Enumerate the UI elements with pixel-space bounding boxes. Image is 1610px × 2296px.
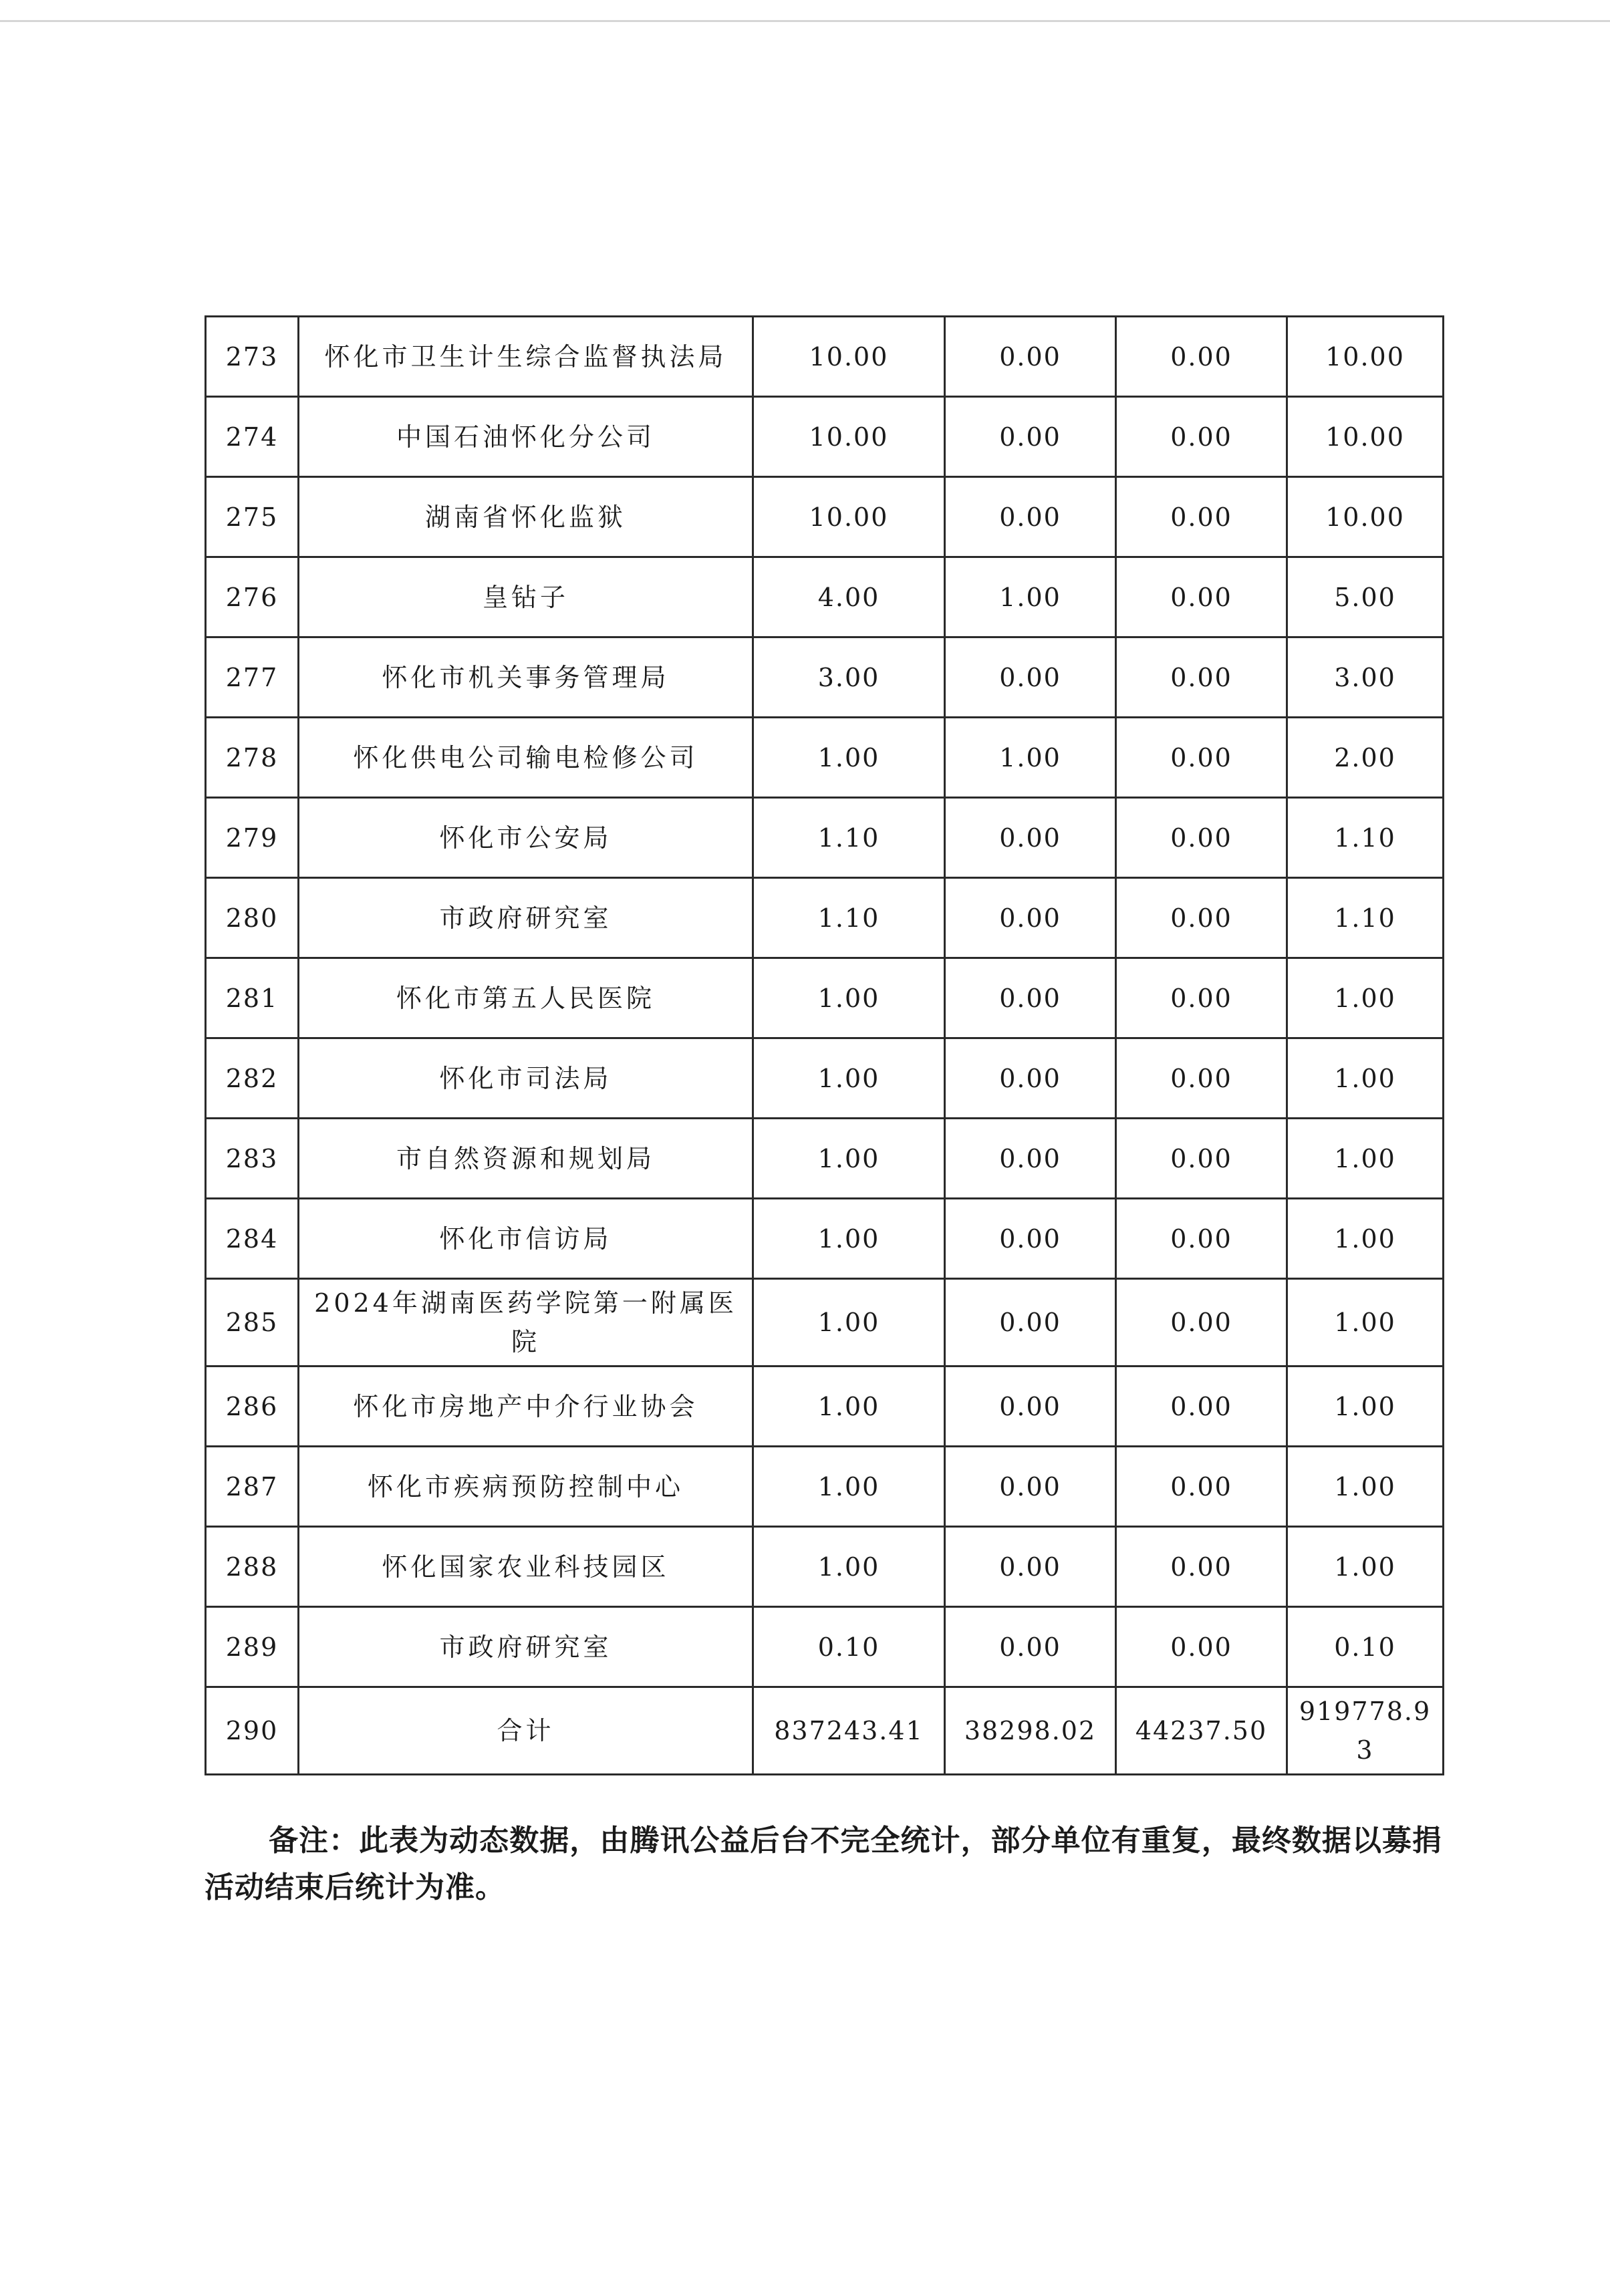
amount-2: 0.00 <box>945 1038 1116 1119</box>
amount-1: 1.10 <box>753 878 945 958</box>
table-row <box>206 1038 1444 1119</box>
amount-1: 10.00 <box>753 397 945 477</box>
row-index: 289 <box>206 1607 299 1687</box>
row-index: 285 <box>206 1279 299 1367</box>
row-index: 274 <box>206 397 299 477</box>
amount-2: 0.00 <box>945 1527 1116 1607</box>
amount-total: 10.00 <box>1287 317 1444 397</box>
amount-3: 0.00 <box>1116 1607 1287 1687</box>
unit-name: 怀化市机关事务管理局 <box>299 637 753 718</box>
amount-3: 0.00 <box>1116 397 1287 477</box>
table-row <box>206 798 1444 878</box>
unit-name: 皇钻子 <box>299 557 753 637</box>
row-index: 275 <box>206 477 299 557</box>
table-row <box>206 1527 1444 1607</box>
amount-3: 0.00 <box>1116 1199 1287 1279</box>
total-amount-1: 837243.41 <box>753 1687 945 1775</box>
amount-total: 1.00 <box>1287 1199 1444 1279</box>
amount-1: 1.00 <box>753 1367 945 1447</box>
amount-total: 1.10 <box>1287 798 1444 878</box>
amount-2: 0.00 <box>945 958 1116 1038</box>
amount-3: 0.00 <box>1116 1279 1287 1367</box>
unit-name: 中国石油怀化分公司 <box>299 397 753 477</box>
row-index: 283 <box>206 1119 299 1199</box>
amount-total: 1.00 <box>1287 1527 1444 1607</box>
amount-1: 1.00 <box>753 1527 945 1607</box>
amount-1: 1.00 <box>753 958 945 1038</box>
amount-3: 0.00 <box>1116 718 1287 798</box>
unit-name: 市政府研究室 <box>299 878 753 958</box>
amount-total: 10.00 <box>1287 477 1444 557</box>
unit-name: 2024年湖南医药学院第一附属医院 <box>299 1279 753 1367</box>
table-row <box>206 1279 1444 1367</box>
table-row <box>206 1199 1444 1279</box>
amount-total: 1.00 <box>1287 958 1444 1038</box>
amount-total: 1.00 <box>1287 1279 1444 1367</box>
amount-1: 1.00 <box>753 1119 945 1199</box>
amount-3: 0.00 <box>1116 317 1287 397</box>
row-index: 290 <box>206 1687 299 1775</box>
table-row <box>206 477 1444 557</box>
row-index: 284 <box>206 1199 299 1279</box>
row-index: 286 <box>206 1367 299 1447</box>
unit-name: 怀化市信访局 <box>299 1199 753 1279</box>
table-row <box>206 1447 1444 1527</box>
amount-3: 0.00 <box>1116 1038 1287 1119</box>
amount-1: 4.00 <box>753 557 945 637</box>
amount-1: 1.00 <box>753 1199 945 1279</box>
row-index: 281 <box>206 958 299 1038</box>
amount-1: 1.10 <box>753 798 945 878</box>
unit-name: 怀化市公安局 <box>299 798 753 878</box>
grand-total: 919778.93 <box>1287 1687 1444 1775</box>
unit-name: 怀化市第五人民医院 <box>299 958 753 1038</box>
table-row <box>206 317 1444 397</box>
total-amount-2: 38298.02 <box>945 1687 1116 1775</box>
amount-total: 1.00 <box>1287 1367 1444 1447</box>
unit-name: 怀化市房地产中介行业协会 <box>299 1367 753 1447</box>
row-index: 277 <box>206 637 299 718</box>
amount-3: 0.00 <box>1116 878 1287 958</box>
table-row <box>206 718 1444 798</box>
amount-1: 1.00 <box>753 1447 945 1527</box>
table-row <box>206 1687 1444 1775</box>
unit-name: 市自然资源和规划局 <box>299 1119 753 1199</box>
table-row <box>206 1367 1444 1447</box>
amount-total: 1.00 <box>1287 1447 1444 1527</box>
table-row <box>206 637 1444 718</box>
table-row <box>206 557 1444 637</box>
table-row <box>206 958 1444 1038</box>
amount-total: 1.00 <box>1287 1119 1444 1199</box>
amount-3: 0.00 <box>1116 1119 1287 1199</box>
amount-2: 0.00 <box>945 878 1116 958</box>
amount-total: 3.00 <box>1287 637 1444 718</box>
row-index: 288 <box>206 1527 299 1607</box>
amount-1: 1.00 <box>753 1038 945 1119</box>
table-row <box>206 878 1444 958</box>
row-index: 287 <box>206 1447 299 1527</box>
amount-3: 0.00 <box>1116 477 1287 557</box>
amount-3: 0.00 <box>1116 637 1287 718</box>
amount-2: 0.00 <box>945 317 1116 397</box>
total-amount-3: 44237.50 <box>1116 1687 1287 1775</box>
amount-3: 0.00 <box>1116 1367 1287 1447</box>
amount-3: 0.00 <box>1116 798 1287 878</box>
amount-3: 0.00 <box>1116 557 1287 637</box>
amount-2: 0.00 <box>945 1607 1116 1687</box>
unit-name: 怀化市卫生计生综合监督执法局 <box>299 317 753 397</box>
unit-name: 怀化市司法局 <box>299 1038 753 1119</box>
amount-2: 1.00 <box>945 718 1116 798</box>
amount-2: 0.00 <box>945 397 1116 477</box>
table-row <box>206 397 1444 477</box>
row-index: 279 <box>206 798 299 878</box>
amount-2: 0.00 <box>945 798 1116 878</box>
amount-2: 0.00 <box>945 1199 1116 1279</box>
row-index: 278 <box>206 718 299 798</box>
amount-1: 10.00 <box>753 317 945 397</box>
amount-3: 0.00 <box>1116 1527 1287 1607</box>
amount-2: 1.00 <box>945 557 1116 637</box>
amount-2: 0.00 <box>945 477 1116 557</box>
scan-edge-line <box>0 20 1610 22</box>
unit-name: 怀化供电公司输电检修公司 <box>299 718 753 798</box>
unit-name: 怀化国家农业科技园区 <box>299 1527 753 1607</box>
amount-total: 5.00 <box>1287 557 1444 637</box>
amount-1: 1.00 <box>753 718 945 798</box>
amount-2: 0.00 <box>945 1447 1116 1527</box>
row-index: 273 <box>206 317 299 397</box>
amount-3: 0.00 <box>1116 958 1287 1038</box>
amount-3: 0.00 <box>1116 1447 1287 1527</box>
row-index: 276 <box>206 557 299 637</box>
remark-note: 备注：此表为动态数据，由腾讯公益后台不完全统计，部分单位有重复，最终数据以募捐活动结束后统计为准。 <box>205 1824 1442 1904</box>
unit-name: 市政府研究室 <box>299 1607 753 1687</box>
amount-1: 0.10 <box>753 1607 945 1687</box>
row-index: 282 <box>206 1038 299 1119</box>
amount-2: 0.00 <box>945 1279 1116 1367</box>
table-row <box>206 1119 1444 1199</box>
row-index: 280 <box>206 878 299 958</box>
table-row <box>206 1607 1444 1687</box>
amount-1: 3.00 <box>753 637 945 718</box>
amount-2: 0.00 <box>945 637 1116 718</box>
amount-2: 0.00 <box>945 1119 1116 1199</box>
amount-2: 0.00 <box>945 1367 1116 1447</box>
amount-1: 1.00 <box>753 1279 945 1367</box>
unit-name: 湖南省怀化监狱 <box>299 477 753 557</box>
unit-name: 怀化市疾病预防控制中心 <box>299 1447 753 1527</box>
amount-total: 1.00 <box>1287 1038 1444 1119</box>
amount-total: 2.00 <box>1287 718 1444 798</box>
amount-total: 1.10 <box>1287 878 1444 958</box>
amount-total: 0.10 <box>1287 1607 1444 1687</box>
total-label: 合计 <box>299 1687 753 1775</box>
donation-table <box>205 315 1444 1775</box>
amount-1: 10.00 <box>753 477 945 557</box>
amount-total: 10.00 <box>1287 397 1444 477</box>
